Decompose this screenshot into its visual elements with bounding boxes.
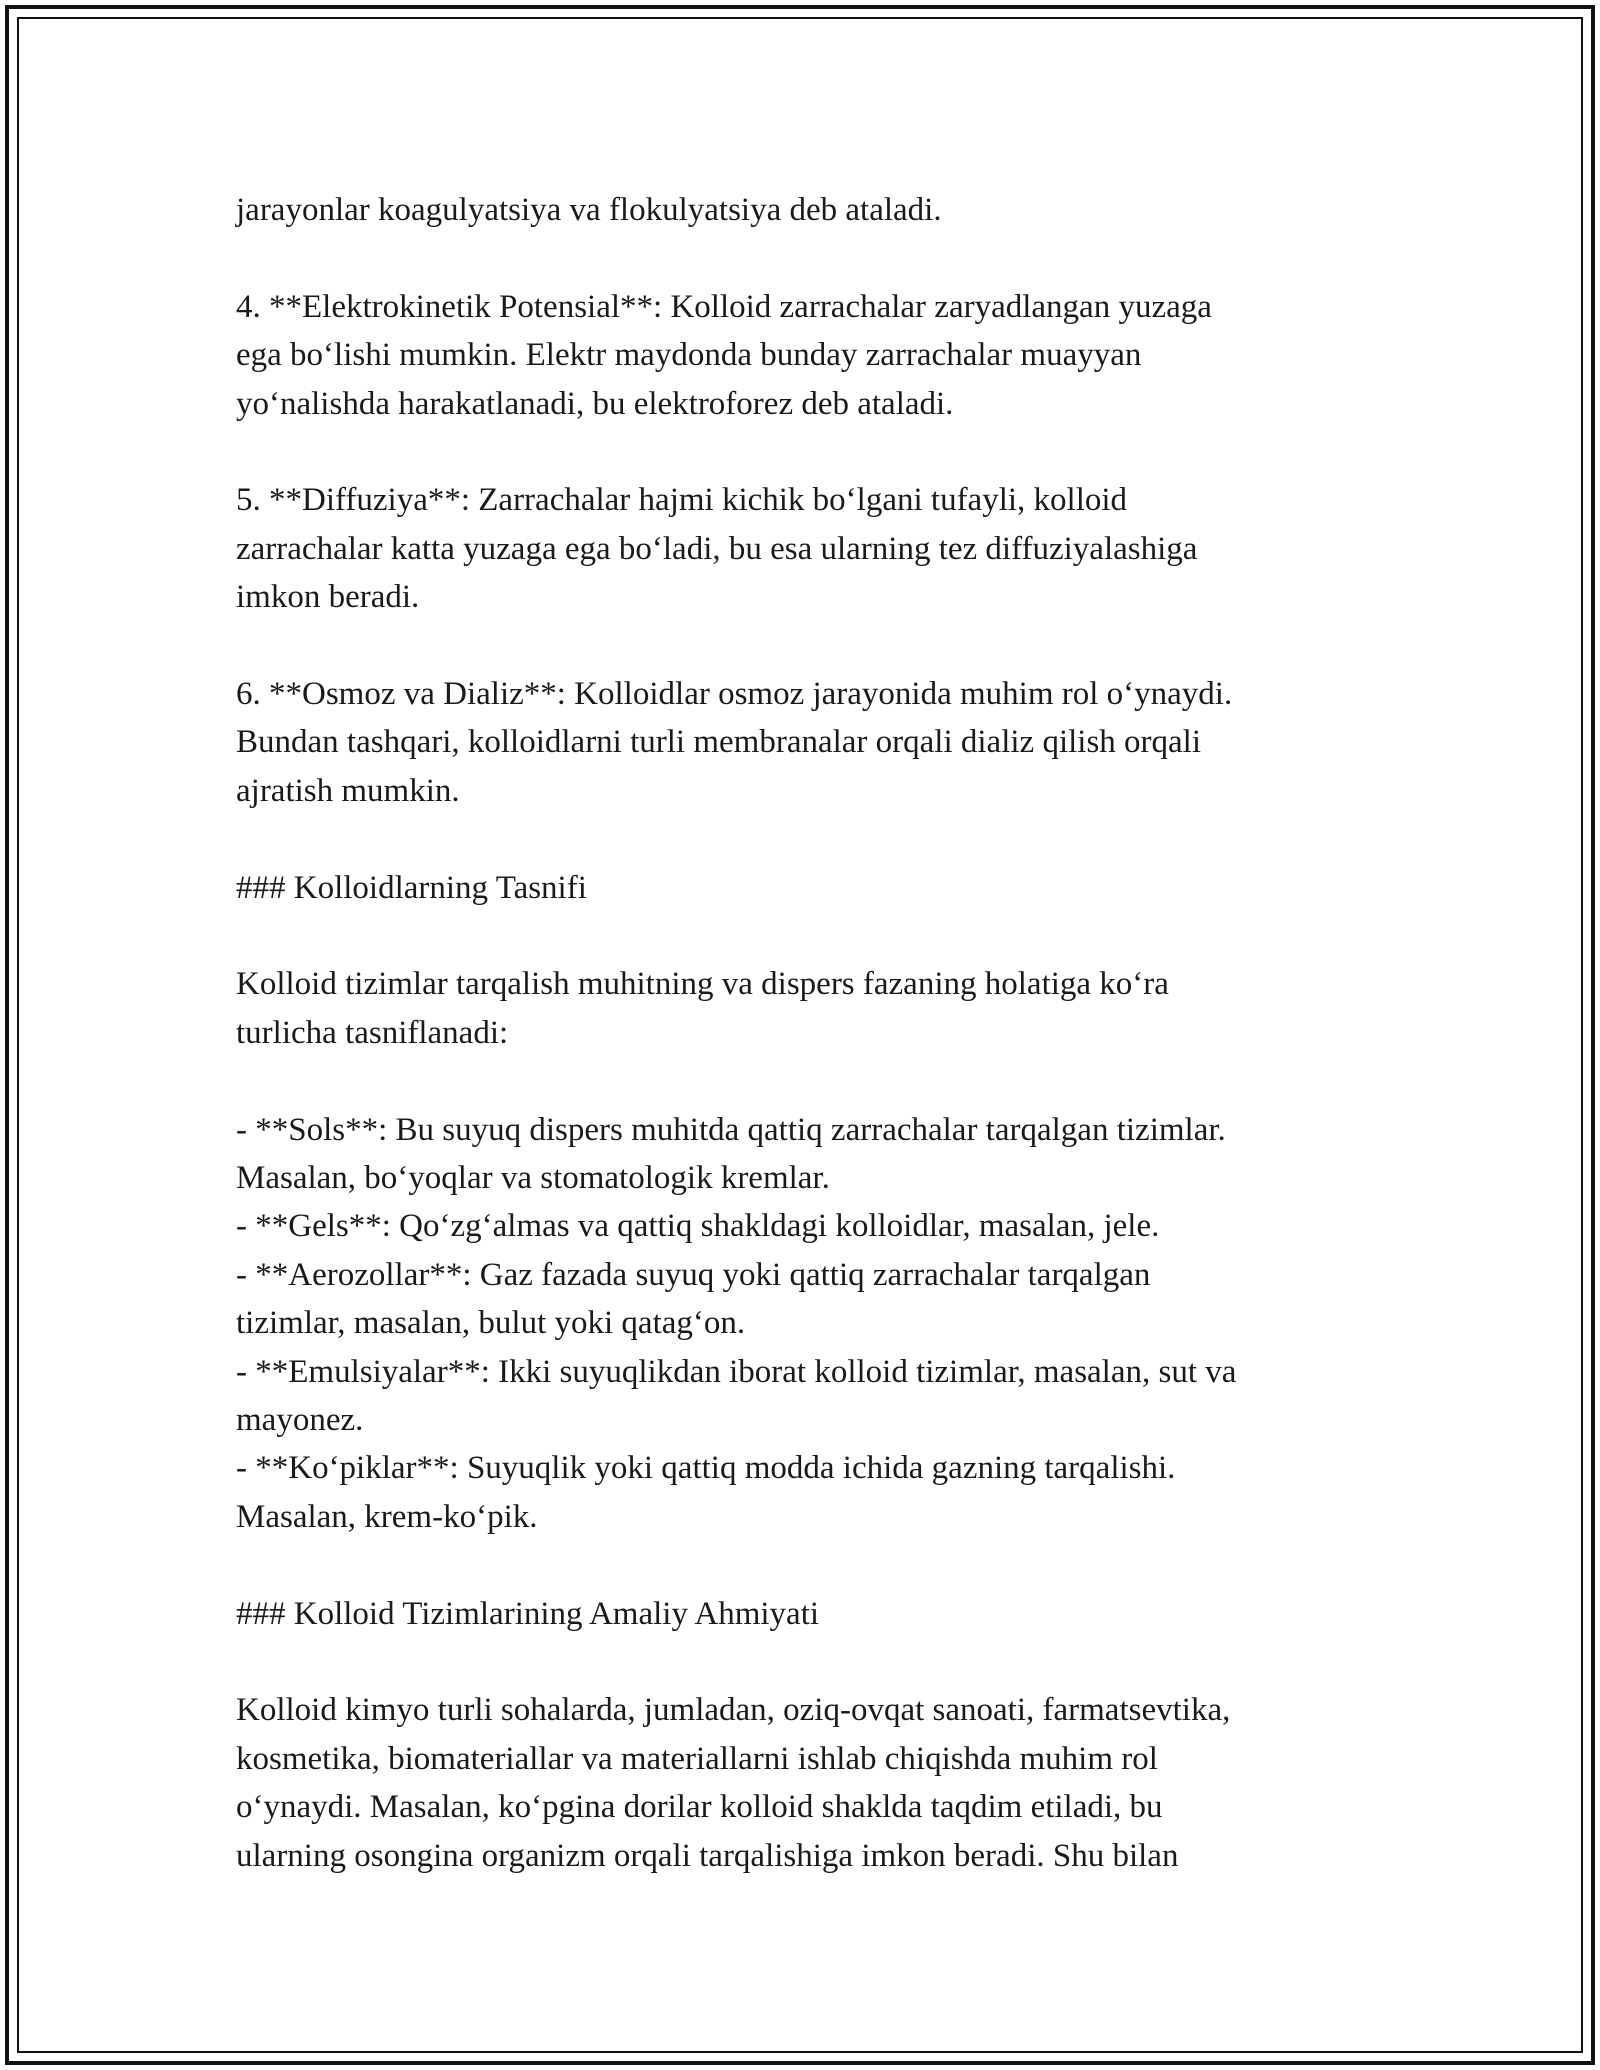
text-line: - **Emulsiyalar**: Ikki suyuqlikdan iborat kolloid tizimlar, masalan, sut va (236, 1353, 1237, 1390)
text-line: Kolloid kimyo turli sohalarda, jumladan, oziq-ovqat sanoati, farmatsevtika, (236, 1692, 1231, 1729)
text-line: Bundan tashqari, kolloidlarni turli membranalar orqali dializ qilish orqali (236, 724, 1202, 761)
text-line: jarayonlar koagulyatsiya va flokulyatsiya deb ataladi. (236, 192, 942, 228)
paragraph (236, 186, 1386, 234)
paragraph-gap (236, 815, 1386, 863)
text-line: ularning osongina organizm orqali tarqalishiga imkon beradi. Shu bilan (236, 1837, 1179, 1874)
paragraph (236, 1106, 1386, 1542)
text-line: ajratish mumkin. (236, 772, 460, 809)
text-line: ### Kolloidlarning Tasnifi (236, 869, 587, 906)
text-line: o‘ynaydi. Masalan, ko‘pgina dorilar kolloid shaklda taqdim etiladi, bu (236, 1789, 1163, 1826)
text-line: Kolloid tizimlar tarqalish muhitning va dispers fazaning holatiga ko‘ra (236, 966, 1169, 1003)
text-line: Masalan, bo‘yoqlar va stomatologik kremlar. (236, 1160, 830, 1197)
paragraph-gap (236, 1638, 1386, 1686)
text-line: ### Kolloid Tizimlarining Amaliy Ahmiyati (236, 1595, 820, 1632)
paragraph-gap (236, 1057, 1386, 1105)
paragraph (236, 960, 1386, 1057)
text-line: - **Ko‘piklar**: Suyuqlik yoki qattiq modda ichida gazning tarqalishi. (236, 1450, 1176, 1487)
text-line: Masalan, krem-ko‘pik. (236, 1498, 538, 1535)
paragraph (236, 1686, 1386, 1880)
paragraph-gap (236, 1541, 1386, 1589)
text-line: tizimlar, masalan, bulut yoki qatag‘on. (236, 1305, 746, 1342)
text-line: mayonez. (236, 1402, 364, 1439)
text-line: 5. **Diffuziya**: Zarrachalar hajmi kichik bo‘lgani tufayli, kolloid (236, 482, 1128, 519)
text-line: imkon beradi. (236, 579, 420, 616)
paragraph-gap (236, 622, 1386, 670)
paragraph (236, 476, 1386, 621)
text-line: - **Aerozollar**: Gaz fazada suyuq yoki qattiq zarrachalar tarqalgan (236, 1256, 1151, 1293)
paragraph (236, 864, 1386, 912)
text-line: - **Gels**: Qo‘zg‘almas va qattiq shakldagi kolloidlar, masalan, jele. (236, 1208, 1160, 1245)
paragraph-gap (236, 912, 1386, 960)
text-line: ega bo‘lishi mumkin. Elektr maydonda bunday zarrachalar muayyan (236, 337, 1142, 374)
text-line: yo‘nalishda harakatlanadi, bu elektroforez deb ataladi. (236, 385, 954, 422)
paragraph-gap (236, 428, 1386, 476)
text-line: turlicha tasniflanadi: (236, 1014, 509, 1051)
text-line: zarrachalar katta yuzaga ega bo‘ladi, bu esa ularning tez diffuziyalashiga (236, 530, 1198, 567)
paragraph (236, 670, 1386, 815)
paragraph (236, 1590, 1386, 1638)
paragraph-gap (236, 234, 1386, 282)
text-line: 4. **Elektrokinetik Potensial**: Kolloid zarrachalar zaryadlangan yuzaga (236, 288, 1212, 325)
document-body (236, 186, 1386, 1880)
text-line: - **Sols**: Bu suyuq dispers muhitda qattiq zarrachalar tarqalgan tizimlar. (236, 1111, 1226, 1148)
paragraph (236, 283, 1386, 428)
text-line: 6. **Osmoz va Dializ**: Kolloidlar osmoz jarayonida muhim rol o‘ynaydi. (236, 676, 1233, 713)
text-line: kosmetika, biomateriallar va materiallarni ishlab chiqishda muhim rol (236, 1740, 1158, 1777)
